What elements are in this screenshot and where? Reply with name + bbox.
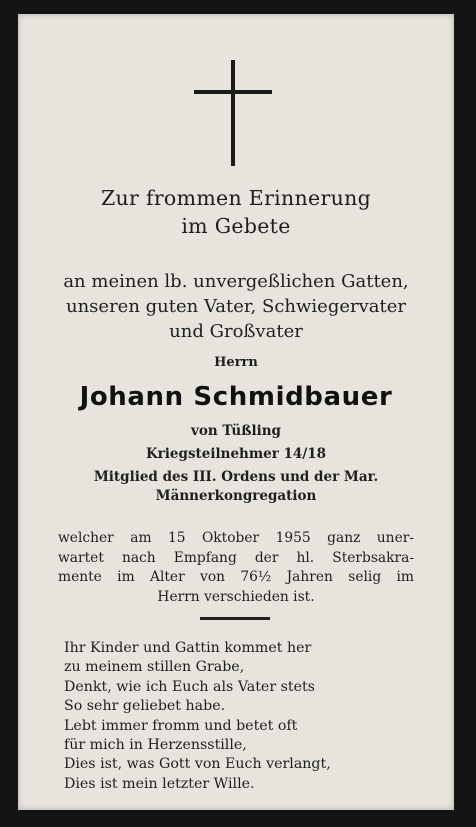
membership-line-2: Männerkongregation bbox=[155, 488, 317, 504]
intro-line-1: Zur frommen Erinnerung bbox=[100, 186, 371, 210]
divider bbox=[200, 617, 270, 620]
announcement-line-2: wartet nach Empfang der hl. Sterbsakra- bbox=[58, 549, 414, 566]
intro-text bbox=[18, 184, 454, 240]
death-announcement bbox=[58, 529, 414, 607]
poem-line: zu meinem stillen Grabe, bbox=[64, 659, 245, 676]
details-block bbox=[18, 422, 454, 506]
announcement-line-3: mente im Alter von 76½ Jahren selig im bbox=[58, 569, 414, 585]
intro-line-2: im Gebete bbox=[181, 214, 291, 238]
cross-icon bbox=[18, 14, 454, 184]
announcement-line-1: welcher am 15 Oktober 1955 ganz uner- bbox=[58, 530, 414, 546]
poem-line: Ihr Kinder und Gattin kommet her bbox=[64, 640, 312, 656]
origin-line: von Tüßling bbox=[191, 423, 281, 439]
dedication-line-1: an meinen lb. unvergeßlichen Gatten, bbox=[63, 271, 409, 292]
poem bbox=[64, 639, 424, 794]
poem-line: Dies ist mein letzter Wille. bbox=[64, 775, 255, 792]
dedication-line-3: und Großvater bbox=[169, 321, 303, 342]
memorial-card bbox=[18, 14, 454, 810]
poem-line: Dies ist, was Gott von Euch verlangt, bbox=[64, 756, 331, 773]
announcement-line-4: Herrn verschieden ist. bbox=[157, 588, 315, 605]
poem-line: Lebt immer fromm und betet oft bbox=[64, 717, 298, 734]
poem-line: Denkt, wie ich Euch als Vater stets bbox=[64, 678, 315, 695]
poem-line: So sehr geliebet habe. bbox=[64, 698, 226, 715]
dedication-text bbox=[18, 269, 454, 344]
dedication-line-2: unseren guten Vater, Schwiegervater bbox=[66, 296, 406, 317]
poem-line: für mich in Herzensstille, bbox=[64, 737, 247, 754]
salutation: Herrn bbox=[214, 355, 258, 370]
deceased-name: Johann Schmidbauer bbox=[79, 382, 393, 412]
veteran-line: Kriegsteilnehmer 14/18 bbox=[145, 446, 327, 462]
membership-line-1: Mitglied des III. Ordens und der Mar. bbox=[93, 469, 379, 485]
